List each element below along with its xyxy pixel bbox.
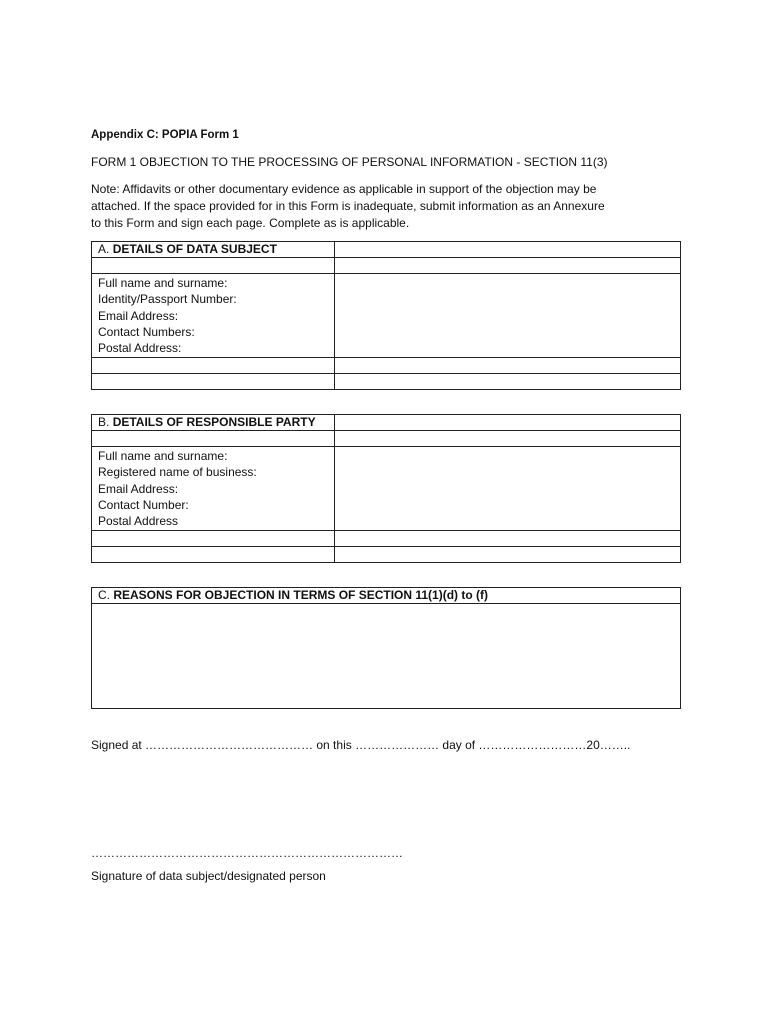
blank-cell[interactable] xyxy=(92,374,335,390)
section-b-header-blank[interactable] xyxy=(335,415,681,431)
section-c-header xyxy=(92,588,681,604)
section-a-prefix: A. xyxy=(98,242,110,256)
field-label-business-name: Registered name of business: xyxy=(98,465,257,480)
signature-line[interactable]: …………………………………………………………………… xyxy=(91,846,403,860)
note-line: attached. If the space provided for in this Form is inadequate, submit information as an Annexure xyxy=(91,199,605,213)
section-a-table xyxy=(91,241,681,390)
section-b-input-area[interactable] xyxy=(335,447,681,531)
blank-cell[interactable] xyxy=(335,258,681,274)
blank-cell[interactable] xyxy=(335,547,681,563)
signature-caption: Signature of data subject/designated person xyxy=(91,869,326,883)
section-a-title: DETAILS OF DATA SUBJECT xyxy=(112,242,277,256)
field-label-email: Email Address: xyxy=(98,481,179,496)
field-label-postal-address: Postal Address: xyxy=(98,341,182,356)
blank-cell[interactable] xyxy=(92,431,335,447)
objection-reasons-area[interactable] xyxy=(92,604,681,709)
blank-cell[interactable] xyxy=(335,358,681,374)
section-b-prefix: B. xyxy=(98,415,110,429)
section-a-header xyxy=(92,242,335,258)
field-label-email: Email Address: xyxy=(98,308,179,323)
section-c-table xyxy=(91,587,681,709)
section-b-table xyxy=(91,414,681,563)
section-b-header xyxy=(92,415,335,431)
signed-at-line: Signed at …………………………………… on this ………………… day of ………………………20…….. xyxy=(91,738,631,752)
blank-cell[interactable] xyxy=(92,358,335,374)
section-b-title: DETAILS OF RESPONSIBLE PARTY xyxy=(112,415,316,429)
note-paragraph xyxy=(91,181,691,232)
note-line: to this Form and sign each page. Complete as is applicable. xyxy=(91,216,410,230)
section-c-title: REASONS FOR OBJECTION IN TERMS OF SECTION 11(1)(d) to (f) xyxy=(113,588,489,602)
blank-cell[interactable] xyxy=(335,531,681,547)
field-label-full-name: Full name and surname: xyxy=(98,276,228,290)
section-a-input-area[interactable] xyxy=(335,274,681,358)
section-a-header-blank[interactable] xyxy=(335,242,681,258)
field-label-postal-address: Postal Address xyxy=(98,514,179,529)
section-a-field-labels xyxy=(92,274,335,358)
blank-cell[interactable] xyxy=(92,258,335,274)
blank-cell[interactable] xyxy=(92,547,335,563)
appendix-heading: Appendix C: POPIA Form 1 xyxy=(91,129,239,141)
blank-cell[interactable] xyxy=(92,531,335,547)
section-c-prefix: C. xyxy=(98,588,110,602)
blank-cell[interactable] xyxy=(335,431,681,447)
field-label-full-name: Full name and surname: xyxy=(98,449,228,463)
note-line: Note: Affidavits or other documentary evidence as applicable in support of the objection may be xyxy=(91,182,597,196)
field-label-contact-number: Contact Number: xyxy=(98,497,189,512)
field-label-id-number: Identity/Passport Number: xyxy=(98,292,237,307)
section-b-field-labels xyxy=(92,447,335,531)
field-label-contact-numbers: Contact Numbers: xyxy=(98,324,195,339)
blank-cell[interactable] xyxy=(335,374,681,390)
form-title: FORM 1 OBJECTION TO THE PROCESSING OF PERSONAL INFORMATION - SECTION 11(3) xyxy=(91,155,608,169)
